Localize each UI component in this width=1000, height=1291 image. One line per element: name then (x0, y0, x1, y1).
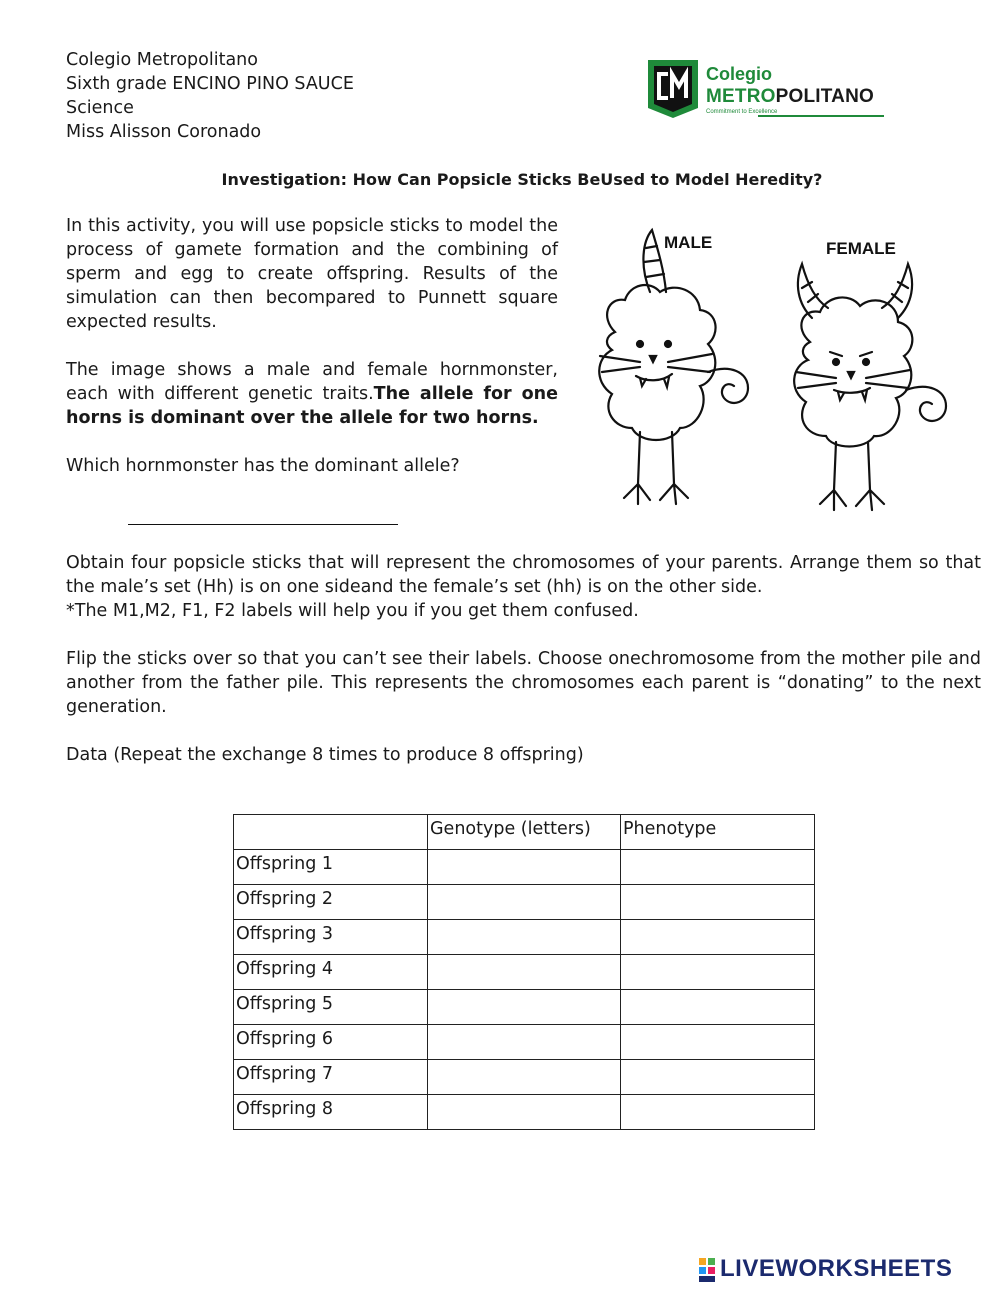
intro-section (66, 214, 558, 502)
instructions-paragraph-1: Obtain four popsicle sticks that will represent the chromosomes of your parents. Arrange them so that the male’s set (Hh) is on one sideand the female’s set (hh) is on the other side. *The M1,M2, F1, F2 labels will help you if you get them confused. (66, 553, 981, 621)
genotype-input-cell[interactable] (428, 920, 621, 955)
header-cell-genotype: Genotype (letters) (428, 815, 621, 850)
svg-text:CM: CM (673, 118, 675, 119)
offspring-label: Offspring 5 (234, 990, 428, 1025)
grade-line: Sixth grade ENCINO PINO SAUCE (66, 74, 354, 94)
header-cell-phenotype: Phenotype (621, 815, 815, 850)
logo-line-1: Colegio (706, 64, 772, 84)
school-logo-mark (646, 58, 700, 120)
logo-line-2: METROPOLITANO (706, 86, 874, 107)
genotype-input-cell[interactable] (428, 850, 621, 885)
header-cell-blank (234, 815, 428, 850)
table-row (234, 1025, 815, 1060)
genotype-input-cell[interactable] (428, 1095, 621, 1130)
table-row (234, 1095, 815, 1130)
page-title: Investigation: How Can Popsicle Sticks BeUsed to Model Heredity? (221, 170, 823, 189)
phenotype-input-cell[interactable] (621, 1025, 815, 1060)
table-row (234, 850, 815, 885)
table-row (234, 920, 815, 955)
school-header (66, 48, 354, 144)
offspring-label: Offspring 6 (234, 1025, 428, 1060)
genotype-input-cell[interactable] (428, 990, 621, 1025)
offspring-label: Offspring 4 (234, 955, 428, 990)
instructions-section (66, 551, 981, 743)
phenotype-input-cell[interactable] (621, 850, 815, 885)
male-hornmonster (599, 230, 748, 504)
genotype-input-cell[interactable] (428, 1025, 621, 1060)
phenotype-input-cell[interactable] (621, 990, 815, 1025)
school-logo (646, 58, 886, 124)
subject-line: Science (66, 98, 134, 118)
female-label: FEMALE (826, 239, 896, 258)
liveworksheets-logo-icon (698, 1257, 716, 1283)
offspring-label: Offspring 3 (234, 920, 428, 955)
male-label: MALE (664, 233, 713, 252)
offspring-data-table (233, 814, 815, 1130)
logo-tagline: Commitment to Excellence (706, 109, 778, 115)
intro-paragraph-1: In this activity, you will use popsicle sticks to model the process of gamete formation and the combining of sperm and egg to create offspring. Results of the simulation can then becompared to Punnett square expected results. (66, 216, 558, 332)
offspring-label: Offspring 1 (234, 850, 428, 885)
school-name: Colegio Metropolitano (66, 50, 258, 70)
dominant-allele-question: Which hornmonster has the dominant allele? (66, 456, 460, 476)
table-row (234, 885, 815, 920)
genotype-input-cell[interactable] (428, 955, 621, 990)
intro-paragraph-2: The image shows a male and female hornmonster, each with different genetic traits.The allele for one horns is dominant over the allele for two horns. (66, 360, 558, 428)
table-row (234, 955, 815, 990)
offspring-label: Offspring 8 (234, 1095, 428, 1130)
answer-line[interactable] (128, 524, 398, 525)
phenotype-input-cell[interactable] (621, 920, 815, 955)
genotype-input-cell[interactable] (428, 885, 621, 920)
liveworksheets-wordmark: LIVEWORKSHEETS (720, 1255, 953, 1282)
table-header-row (234, 815, 815, 850)
hornmonster-illustration (580, 222, 980, 532)
genotype-input-cell[interactable] (428, 1060, 621, 1095)
offspring-label: Offspring 2 (234, 885, 428, 920)
table-row (234, 990, 815, 1025)
teacher-line: Miss Alisson Coronado (66, 122, 262, 142)
instructions-paragraph-2: Flip the sticks over so that you can’t see their labels. Choose onechromosome from the mother pile and another from the father pile. This represents the chromosomes each parent is “donating” to the next generation. (66, 649, 981, 717)
phenotype-input-cell[interactable] (621, 1060, 815, 1095)
phenotype-input-cell[interactable] (621, 1095, 815, 1130)
liveworksheets-footer (698, 1253, 994, 1285)
offspring-label: Offspring 7 (234, 1060, 428, 1095)
female-hornmonster (794, 264, 946, 510)
phenotype-input-cell[interactable] (621, 885, 815, 920)
logo-rule (758, 115, 884, 117)
table-row (234, 1060, 815, 1095)
data-instructions: Data (Repeat the exchange 8 times to produce 8 offspring) (66, 745, 584, 765)
phenotype-input-cell[interactable] (621, 955, 815, 990)
